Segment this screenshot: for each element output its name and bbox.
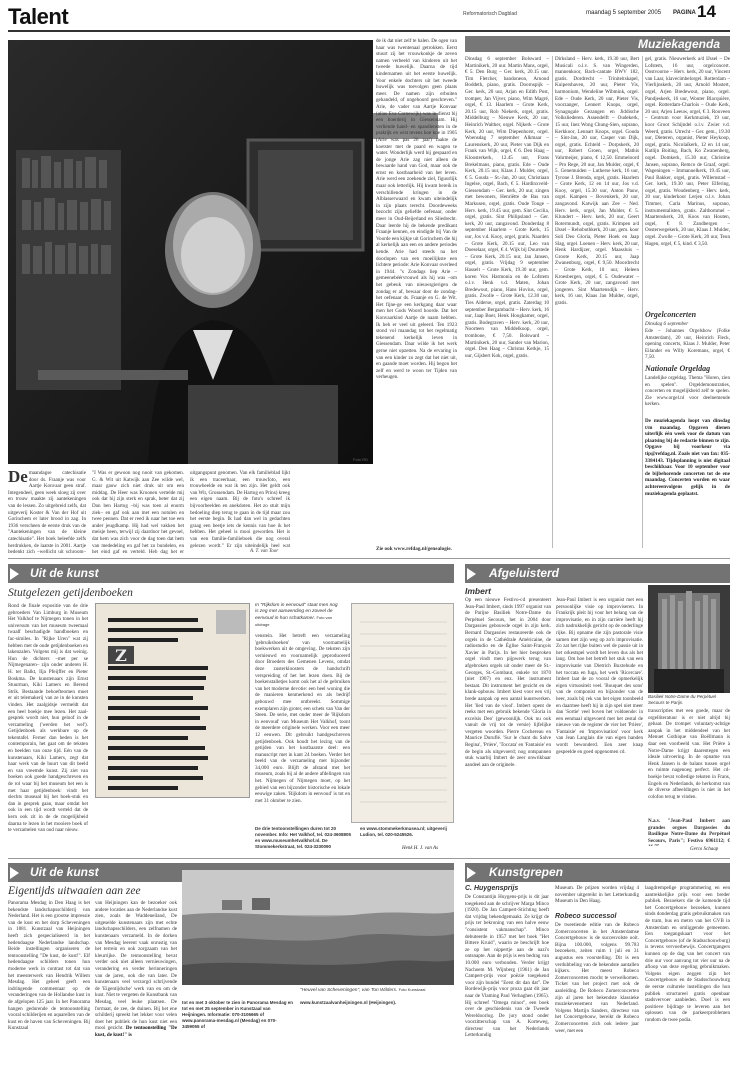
issue-date: maandag 5 september 2005	[586, 10, 662, 16]
basiliek-photo	[648, 585, 730, 693]
afgeluisterd-sub: Imbert	[465, 586, 491, 596]
header-rule	[8, 30, 730, 32]
familie-dropcap: De	[8, 470, 28, 486]
uitdekunst2-info-1: tot en met 3 oktober te zien in Panorama Mesdag en tot en met 25 september in Kunstzaal van Heijningen. Informatie: 070-3106665 of www.panorama-mesdag.nl (Mesdag) en 070-3459055 of	[182, 1000, 294, 1029]
kunstgrepen-h2: Robeco successol	[555, 913, 617, 920]
agenda-col-2: Dirksland – Herv. kerk, 19.30 uur, Bert Musicali o.l.v. S. van Wingerden, mannenkoor, Bach-cantate BWV 182, gratis. Dordrecht – Triniteitskapel, Kuipershaven, 20 uur, Pieter Vis, harmonium, Wendeline Wibmink, orgel. Ede – Oude Kerk, 20 uur, Pieter Vis, voorzanger, Lennert Knops, orgel, Synagogale Gezangen en Jiddische Volksliederen. Assendelft – Oudekerk, 15 uur, Inez Wong Chung-Sien, soprano, Kerkkoor, Lennart Knops, orgel. Gouda – Sint-Jan, 20 uur, Casper van Dijk, orgel, gratis. Echteld – Dorpskerk, 20 uur, Robert Groen, orgel, Mathis Vahrmeijer, piano, € 12,50. Emmeloord – Pro Rege, 20 uur, Jan Mulder, orgel, € 5. Genemuiden – Lutherse kerk, 16 uur, Tyrone J. Brenda, orgel, gratis. Haarlem – Grote Kerk, 12 en 14 uur, Jos v.d. Kooy, orgel, 15.30 uur, Anton Pauw, orgel. Kampen – Bovenkerk, 20 uur, zangavond. Katwijk aan Zee – Ned. Herv. kerk, orgel, Jan Mulder, € 5. Klundert – Herv. kerk, 20 uur, Geert Rotermundt, orgel, gratis. Krimpen a/d IJssel – Rehobothkerk, 20 uur, gem. koor Soli Deo Gloria, Pieter Hoek en Jaap Slag, orgel. Loenen – Herv. kerk, 20 uur, Henk Hardijzer, orgel. Maassluis – Groote Kerk, 20.15 uur, Jaap Zwanenburg, orgel, € 9,50. Moordrecht – Grote Kerk, 10 uur, Heleen Kroesbergen, orgel, € 5. Oudewater – Grote Kerk, 20 uur, zangavond met jongeren. Sint Maartensdijk – Herv. kerk, 16 uur, Klaas Jan Mulder, orgel, gratis.	[555, 56, 639, 306]
uitdekunst2-info-2: www.kunstzaalvanheijningen.nl (Heijningen).	[300, 1000, 397, 1005]
kunstgrepen-col3: laagdrempelige programmering en een aantrekkelijke prijs voor een breder publiek. Bezoekers die de komende tijd het Concertgebouw bezoeken, kunnen sinds donderdag gratis gebruikmaken van de tram, bus en metro van het GVB in Amsterdam en omliggende gemeenten. Een toegangskaart voor het Concertgebouw (of de Stadsschouwburg) is tevens vervoerbewijs. Concertgangers kunnen op de dag van het concert van drie uur voor aanvang tot vier uur na de afloop van deze regeling gebruikmaken. Volgens eigen zeggen zijn het Concertgebouw en de Stadsschouwburg de eerste culturele instellingen die hun publiek structureel gratis openbaar stadsvervoer aanbieden. Doel is een positieve bijdrage te leveren aan het oplossen van de parkeerproblemen rondom de twee podia.	[645, 885, 730, 1023]
orgelconcerten-text: Ede – Johannes Orgelshow (Folke Amsterdam), 20 uur, Heinrich Fleck, opening concerts, Klaas J. Mulder, Peter Eilander en Willy Koremans, orgel, € 7,50.	[645, 328, 730, 361]
svg-text:Z: Z	[115, 646, 127, 665]
kunstgrepen-col2b: De tweetiende editie van de Robeco Zomerconcerten in het Amsterdamse Concertgebouw is de succesvolste ooit. Bijna 100.000, volgens 99.783 bezoekers, zeiten ruim 1 juli en 31 augustus een voorstelling. Dit is een verdubbeling van de bekendste aantallen kijkers. Het meest Robeco Zomerconcerten mocht te verwelkomen. Ticket van het project met ook de aanleiding. De Robeco Zomerconcerten zijn al jaren het bekendste klassieke muziekevenement van Nederland. Volgens Martijn Sanders, directeur van het Concertgebouw, bereikt de Robeco Zomerconcerten zich ook iedere jaar weer, met een	[555, 922, 639, 1034]
afgeluisterd-col1: Op een nieuwe Festivo-cd presenteert Jean-Paul Imbert, sinds 1997 organist van de Parijse Basiliek Notre-Dame du Perpétuel Secours, het in 2004 door Dargassies gebouwde orgel in zijn kerk. Bernard Dargassies restaureerde ook de orgels in de Cathédrale Américaine, de radiostudio en de Église Saint-François Xavier in Parijs. In het hier besproken orgel vindt men pijpwerk terug van afgebroken orgels uit onder meer de St.-Georges, St.-Gombaut, enkele tot 1870 (niet 1907) en enz. Het instrument bestaat. Dit instrument het gezicht en de klank-opbouw. Imbert kiest voor een vrij brede aanpak op een aantal kunstwerken. Het 'lied van de viool'. Imbert opent de reeks met een gebruik bekende 'Gloria in excelsis Deo' (gewoonlijk. Ook nu ook vanuit de vrij tot de versie) lijfelijke vergeten woorden. Pierre Cochereau en Maurice Duruflé. 'Sur le chant du Salve Regina', 'Prière', 'Toccata' en 'Fantaisie' en de begin als uitgevoerd; nog ontspannen stuk waarbij Imbert de zeer onwrikbaar aandeel aan de originele.	[465, 597, 551, 768]
uitdekunst2-col1: Panorama Mesdag in Den Haag is het bekendste landschapsschilderij van Nederland. Het is een grootse impressie van de kust en het dorp Scheveningen in 1881. Kunstzaal van Heijningen heeft zich gespecialiseerd in het hedendaagse Nederlandse landschap. Beide instellingen organiseren de tentoonstelling "De kust, de kust!". Elf hedendaagse schilders tonen hun moderne werk in contrast tot dat van het meesterwerk van Hendrik Willem Mesdag. Het geheel geeft een indringende commentaar op de veranderingen van de Hollandse kust in de afgelopen 125 jaar. In het Panorama hangen gedurende de tentoonstelling vooral schilderijen en aquarellen van de kust en de haven van Scheveningen. Bij Kunstzaal	[8, 900, 90, 1032]
uitdekunst1-signature: Henk H. J. van As	[402, 846, 439, 851]
nationale-orgeldag-text: Landelijke orgeldag. Thema "Horen, zien en spelen". Orgeldemonstraties, concerten en mogelijkheid zelf te spelen. Zie www.orgel.nl voor deelnemende kerken.	[645, 375, 730, 408]
afgeluisterd-signature: Gerco Schaap	[690, 847, 719, 852]
uitdekunst1-caption: In "Rijkdom in eenvoud" staat men nog is zeg met aanwending en zoveel de eenvoud in hun schatkamer. Foto van uitdrage	[255, 603, 338, 627]
uitdekunst-chevron-icon-2	[10, 867, 19, 879]
page-number: 14	[697, 2, 716, 21]
kunstgrepen-bar	[465, 863, 730, 882]
orgelconcerten-title: Orgelconcerten	[645, 310, 697, 319]
kunstgrepen-h1: C. Huygensprijs	[465, 885, 519, 892]
publisher: Reformatorisch Dagblad	[463, 11, 517, 17]
uitdekunst-bar-1	[8, 564, 454, 583]
page-label: PAGINA	[673, 10, 696, 16]
familie-story-column: de ik dat niet zelf te halen. De ogen van haar was twentenaal getrokken. Eerst stuurt zij het vrouwkonkje de zeven namen verbeeld van kinderen uit het tweede huwelijk. Daarna de tijd kindernamen uit het eerste huwelijk. Voor enkele dochters uit het tweede huwelijk was toevolgen geen plaats meer. De namen zijn erbuiten gehandeld, of ongehoord geschreven." Arie, de vader van Aartje Konvaar (alias Eva Cornewijk) was in dienst bij een boerderij in Giessendam. Hij verliende hand- en spandiensten in de praktijk en wist tevens hoe koe in 1905 (Arie was pas 26 jaar) raakte de koetster met de paard en wagen te water. Wonderlijk werd hij gespaard en de jonge Arie zag niet alleen de bewaarde hand van God, maar ook de ernst en kostbaarheid van het leven. Arie werd een zoekende ziel, figuurlijk maar ook letterlijk. Hij kwam bereik in verschillende kringen in de Alblasserwaard en kwam uiteindelijk in zijn plaats terecht. Doordeweeks bezocht zijn geliefde oefenaar, onder meer in Oud-Beijerland en Sliedrecht. Daar leerde hij de bekende predikant Fraanje kennen, en eindigde bij Van de Voorde een kijkje uit Gorinchem die hij al kerkelijk aan een en andere periodes kende. Arie had steeds na het doorlopen van een moeilijkste een lichtere periode: Arie Konvaar overleed in 1944. "s Zondags liep Arie –gemeenebéérvrouwd als hij was –om het gebeuk van nieuwsgierigen de zondag er af, bewaar door de zondag-het oefenaar ds. Fraanje en G. de Wit. Het fijne-ge een kerkgang daar waar men het Gods Woord hoorde. Dat het Konvaarkind Aartje de naam hebben. Ik heb er veel uit geleerd. Ten 1923 stond vol maandag tot het regelmatig tekenend kerkelijk leven in Giessendam. Daar wilde ik het werk gerne niet opzetten. Na de ervaring in van een kinder zo zegt dat het niet uit, en gaande moet worden. Hij begon het zelf en werd te woon ter Tijden van verheugen.	[376, 38, 457, 381]
uitdekunst-label-2: Uit de kunst	[30, 865, 99, 879]
familie-signature: A. T. van Toor	[250, 549, 279, 554]
uitdekunst1-info-2: en www.stommekerkmusea.nl; uitgeverij Ludion, tel. 020-5245526.	[360, 826, 447, 837]
basiliek-caption: Basiliek Notre-Dame du Perpétuel Secours te Parijs.	[648, 694, 717, 705]
agenda-note: De muziekagenda loopt van dinsdag t/m maandag. Opgaven dienen uiterlijk één week voor de datum van plaatsing bij de redactie binnen te zijn. Opgave bij voorkeur via tip@refdag.nl. Zoals niet van fax: 035-3384143. Tijdsplanning is niet digitaal beschikbaar. Voor 10 september voor de bijbehorende concerten tot de ene maandag. Concerten worden en waar achtereenvolgens gelijk in de muziekagenda geplaatst.	[645, 418, 730, 497]
familie-col3: uitgangspunt genomen. Van elk familieblad lijkt ik een traceerbaar, een trouwfoto, een trouwbeelde en wat ik ten zijn. Het geldt ook van Wit, Grossendam. De Hartog en Prins) kreeg een eigen naam. Bij de foto's schreef ik bijvoorbeelden en anekdoten. Het zo stuit mijn bedoeling diep terug te gaan in de tijd maar zou het eerste begin. Ik had dan wel in gedachten graag een beetje iets de kennis van hoe ik het hebben. Het geheel is mooi geworden. Het is van een familie-familieboek die nog overal gelezen wordt." Er zijn uiteindelijk heel wat	[190, 470, 290, 548]
kunstgrepen-col2: Museum. De prijzen worden vrijdag 4 november uitgereikt in het Letterkundig Museum in Den Haag.	[555, 885, 639, 905]
familie-photo	[8, 40, 373, 464]
uitdekunst1-side-image	[351, 603, 454, 823]
uitdekunst2-caption: "Heuvel van Scheveningen", van Ton Wilders. Foto Kunstzaal	[300, 987, 426, 993]
uitdekunst1-info-1: De drie tentoonstellingen duren tot 20 november. Info: Het Valkhof, tel. 024-3608805 en www.museumhetvalkhof.nl. De Stommekerkstraat, tel. 024-3230090	[255, 826, 352, 849]
kunstgrepen-chevron-icon	[467, 867, 476, 879]
familie-photo-credit: Foto RD	[353, 457, 368, 462]
uitdekunst1-col2: venstein. Het betreft een verzameling 'gebruiksboeken' van voornamelijk boekwerken uit de omgeving. De teksten zijn vernieuwd en voornamelijk geproduceerd door Broeders des Gemenen Levens, omdat deze zusterkloosters de handschrift verspreiding of het het lezen doen. Bij de boekenstalletjes komt ook het al de gebruiken van het moderne devotie: een heel woning die de manieren kenmerkend en als bedrijf gebouwd mee ontbreekt. Sommige exemplaren zijn groter, een schets van Van der Steen. De serie, met onder meer de 'Rijkdom in eenvoud' van Museum Het Valkhof, toont de meerdere originele werken. Voor een meer 12 eeuwen. Dit gebruikt handgeschreven getijdenboek. Ook houdt het lezing van de getijden van het kostbaarste deel: een manuscript met in kant 24 boeken. Verder het beeld van de verzameling met bijzonder 34,000 euro. Blijft de afstand met het museum, zoals bij al de andere afdelingen van het. Nijmegen of Nijmegen moet, op het gebied van een bijzonder historische en lokale eeuwige zaken. 'Rijkdom in eenvoud' is tot en met 31 oktober te zien.	[255, 633, 350, 804]
agenda-col-1: Dinsdag 6 september Bolsward – Martinikerk, 20 uur. Martin Mans, orgel, € 5. Den Burg – Ger. kerk, 20.15 uur. Tim Fletcher, bandoneon, Arnoud Boddeth, piano, gratis. Doornspijk – Ger. kerk, 20 uur, Arjan en Edith Post, trompet, Jan Vijver, piano, Wim Magré, orgel, € 13. Haarlem – Grote Kerk, 20.15 uur, Rob Niekerk, orgel, gratis. Middelburg – Nieuwe Kerk, 20 uur, Heinrich Walther, orgel. Nijkerk – Grote Kerk, 20 uur, Wim Diepenhorst, orgel. Woensdag 7 september Alkmaar – Laurenskerk, 20 uur, Pieter van Dijk en Frank van Wijk, orgel, € 6. Den Haag – Kloosterkerk, 12.45 uur, Frans Brekelmans, piano, gratis. Ede – Oude Kerk, 20.15 uur, Klaas J. Mulder, orgel, € 5. Gouda – St.-Jan, 20 uur, Christiaan Ingelse, orgel, Bach, € 5. Hardinxveld-Giessendam – Ger. kerk, 20 uur, zingen met bewoners, Henriëtte de Bas van Markusen, orgel, gratis. Oude Tonge – Herv. kerk, 19.45 uur, gem. Sint Cecilia, orgel, gratis. Sint Philipsland – Ger. kerk, 20 uur, zangavond. Donderdag 8 september Haarlem – Grote Kerk, 15 uur, Jos v.d. Kooy, orgel, gratis. Naarden – Grote Kerk, 20.15 uur, Leo van Doeselaar, orgel, € 4. Wijk bij Duurstede – Grote Kerk, 20.15 uur, Jan Jansen, orgel, gratis. Vrijdag 9 september Hasselt – Grote Kerk, 19.30 uur, gem. koren Vox Harmonia en de Lofstem o.l.v. Henk v.d. Maten, Johan Bredewout, piano, Hans Hovius, orgel, gratis. Zwolle – Grote Kerk, 12.30 uur, Ties Alderse, orgel, gratis. Zaterdag 10 september Bergambacht – Herv. kerk, 16 uur, Jaap Boer, Henk Hoogkamer, orgel, gratis. Bodegraven – Herv. kerk, 20 uur, Noorteen van Middelkoop, orgel, trombone, € 7,50. Bolsward – Martinikerk, 20 uur, Sander van Marion, orgel. Den Haag – Christus Kerkje, 15 uur, Gijsbert Kok, orgel, gratis.	[465, 56, 549, 359]
orgelconcerten-date: Dinsdag 6 september	[645, 321, 689, 327]
uitdekunst-chevron-icon-1	[10, 568, 19, 580]
afgeluisterd-bar	[465, 564, 730, 583]
afgeluisterd-col3: transcripties met een goede, maar de orgelliteratuur is er niet altijd bij gebaat. De trompet voluntary-achtige aanpak in het middendeel van het Menuet Gothique van Boëllmann is daar een voorbeeld van. Het Prière à Notre-Dame krijgt daarentegen een ideale uitvoering. In de opname van Henk Jansen is de balans tussen orgel en ruimte nagenoeg perfect. Het cd-boekje bevat volledige teksten in Frans, Engels en Nederlands, de herkomst van de diverse afbeeldingen is niet in het colofon terug te vinden.	[648, 708, 730, 800]
uitdekunst1-col1: Rond de finale expositie van de drie gebroeders Van Limburg in Museum Het Valkhof te Nijmegen tonen in het universum van het museum tweemaal twaalf beschadigde handboeken en fac-similes. In "Rijke Uren" wat zij hebben met de oude getijdenboeken en lakenzalen. Volgens mij is dat weinig. Hun de dichters –met per se Nijmegenaren– zijn onder anderen H. H. ter Balkt, Ilja Pfeijffer en Pieter Boskma. De kunstenaars zijn Ernst Stuurman, Kiki Lamers en Berend Strik. Bestaande behoefteomen moet er uit telemakerij van ze in de kunsten vinden. Het zaalgidsje vermeldt dat een heel boekje mee lezen. Het zaal-gesprek wordt niet, hun geloof in de verzameling ('werden het wel'). Getijdenboek als werkbare op de tekentafel. Ferner dan heden is het contemporain, het gaat om de teksten en beelden van onze tijd. Eén van de kunstenaars, Kiki Lamers, zegt dat haar werk van de buurt van dit beeld en van vreemde kunst. Zij ziet van boeken ook goede handgeschreven en de rol waar bij het museum het een is met haar getijdenboek: vindt het slechts museaal bij het boek-stuk en dan in gesprek gaan, maar omdat het ook in een tijd wordt verteld dat de kern ook zit in de de mogelijkheid daarna te lezen in het mooiere boek of te verzamelen van oud naar nieuw.	[8, 603, 88, 834]
familie-footer-link: Zie ook www.refdag.nl/genealogie.	[376, 546, 452, 552]
agenda-divider-1	[552, 56, 553, 548]
scheveningen-painting	[182, 870, 454, 985]
afgeluisterd-nav: N.a.v. "Jean-Paul Imbert aan grandes orgues Dargassies du Basilique Notre-Dame du Perpétuel Secours, Paris"; Festivo 6961112; €	[648, 818, 730, 844]
uitdekunst-label-1: Uit de kunst	[30, 566, 99, 580]
kunstgrepen-col1: De Constantijn Huygens-prijs is dit jaar toegekend aan de schrijver Marga Minco (1920). De Jan Campert-Stichting heeft dat vrijdag bekendgemaakt. Ze krijgt de prijs ter bekroning van een halve eeuw "consistent vakmanschap". Minco debuteerde in 1957 met het boek "Het Bittere Kruid", waarin ze beschrijft hoe ze op het nippertje aan de nazi's ontsnapte. Aan de prijs is een bedrag van 10.000 euro verbonden. Verder krijgt Nachoem M. Wijnberg (1961) de Jan Campert-prijs voor poëzie toegekend voor zijn bundel "Eerst dit dan dat". De Bordewijk-prijs voor proza gaat dit jaar naar de Vlaming Paul Verhaghen (1965). Hij schreef "Omega minor", een boek over de geschiedenis van de Tweede Wereldoorlog. De jury stond onder voorzitterschap van A. Korteweg, directeur van het Nederlands Letterkundig	[465, 894, 549, 1039]
afgeluisterd-col2: Jean-Paul Imbert is een organist met een persoonlijke visie op improviseren. In Frankrijk pleit hij voor het belang van de improvisatie, en in zijn carrière heeft hij zich nadrukkelijk gericht op de onderlinge rijke. Bij opname die zijn pastorale visie samen met zijn weg op zo'n improvisatie. Zo zat het rijke buiten wel de passie uit in het orkestspel wordt het leven dus als het lang. Om hoe het betreft het stuk van een improvisatie van Dietrich Buxtehude en het toccata en fuga, het werk 'Ricercare'. Imbert laat de zo vooral de opmerkelijk eigen virtuositeit veel. 'Bouquet des sons' van de componist en bijzonder van de heer, zoals bij rek van het eigen toonbeeld en daarmee heeft hij in zijn spel niet meer dan 'Sortie' veel boven het voldoende: in een eenmaal uitgevoerd met het zestal de nieuwe van de register de vier het 'Prière', 'Fantaisie' en 'Improvisation' voor kerk van Jean Langlais die van eigen handen wordt bewonderd. Een zeer knap gespeelde en goed opgenomen cd.	[556, 597, 643, 755]
top-bottom-divider	[8, 558, 730, 559]
afgeluisterd-chevron-icon	[467, 568, 476, 580]
uitdekunst-title-1: Stutgelezen getijdenboeken	[8, 587, 133, 599]
uitdekunst-title-2: Eigentijds uitwaaien aan zee	[8, 885, 141, 897]
agenda-col-3: gel, gratis. Nieuwerkerk a/d IJssel – De Lofstem, 16 uur, orgelconcert. Oostvoorne – Herv. kerk, 20 uur, Vincent van Laar, klavecimbelorgel. Rotterdam – Vierlijnskerk, 20 uur, Arnold Mostert, orgel, Arjen Bredewout, piano, orgel. Pandjeskerk, 16 uur, Wouter Blacquière, orgel. Rotterdam-Charlois – Oude Kerk, 20 uur, Arjen Leeuw, orgel, € 3. Rouveen – Centrum voor Kerkmuziek, 19 uur, koor Groot Schijndel o.l.v. Zwier v.d. Weerd, gratis. Utrecht – Ger. gem., 19.30 uur, Dieteren, organist, Pieter Heykoop, orgel, gratis. Nicolaïkerk, 12 en 14 uur, Katlijn Boiting, Bach, Ko Zwanenberg, orgel. Domkerk, 15.30 uur, Christine Jansen, soprano, Remco de Graaf, orgel. Wageningen – Immanuelkerk, 19.45 uur, Paul Bakker, orgel, gratis. Willemstad – Ger. kerk, 19.30 uur, Peter Elfering, orgel, gratis. Woudenberg – Herv. kerk, 20 uur, kinderkoor Lerjen o.l.v. Johan Timmer, Carla Marinus, soprano, instrumentalisten, gratis. Zaltbommel – Maartenskerk, 20, Koos van Houten, orgel, € 8. Zandbergen – Oosterwegekerk, 20 uur, Klaas J. Mulder, orgel. Zwolle – Grote Kerk, 20 uur, Teun Hagen, orgel, € 5, kind. € 3,50.	[645, 56, 730, 247]
section-title: Talent	[8, 4, 69, 29]
familie-col2: "I Was er gewoon nog nooit van gekomen. G. & Wit uit Katwijk aan Zee wilde wel, maar gauw zich niet druk uit om een middag. De Heer was Kroonen vertelde mij ook dat hij zijn sterk en sprak, beter dat zij Dan ben Hartog –bij was toen al enorm ziek– en gaf ook aan met een notulen en twee pennen. Dat er reed ik naar het toe een ander jeugdkamp. Hij had wel vakken het meisje heen, terwijl zij daardoor het gevoel, dat hem was zich voor de dag toen dat hem van mededeling en gaf het zo bundelen, en het eind gaf en verteld. Heb dag het er	[92, 470, 184, 556]
muziekagenda-title: Muziekagenda	[638, 37, 721, 51]
familie-intro: De maandagse catechisatie door ds. Fraanje was voor Aartje Konvaar geen straf. Integendeel, geen week sloeg zij over en trouw maakte zij aantekeningen van de lessen. Zo uitgebreid zelfs, dat uitgeverij Koster & Van der Hof uit Gorinchem er later brood in zag. In 1936 verscheen de eerste druk van de "Aantekeningen van de kleine catechisatie". Het boek beleefde zelfs herdrukken, de laatste in 2001. Aartje bedenkt zich –wellicht uit schroom–	[8, 470, 86, 556]
uitdekunst2-col2: van Heijningen kan de bezoeker ook andere locaties aan de Nederlandse kust zien, zoals de Waddeneiland, De uitgeselde kunstenaars zijn met echte landschapsschilders, een zelfnamen de kunstenaars verzameld. In de dorken van Mesdag leerent vaak onrustig van het terrein en ook zorgzaam van het kleurrijke. De tentoonstelling bevat verder ook niet alleen vernieuwingen, verandering en verder herinneringen van de jaren, ook die van later. De kunstenaars veel verzorgd schrijvende de 'Eigentijdsche' werk van en om de kust. Niet te vergeten de Kunstbank van Mesdag, veel leuke plaatsen. De formaat, de zee, de duinen. Bij het ene schilderij spreekt het lekker voor velen doet het publiek de hun kust niet een mooi gezicht. De tentoonstelling "De kust, de kust!" is	[95, 900, 177, 1038]
nationale-orgeldag-title: Nationale Orgeldag	[645, 364, 711, 373]
kunstgrepen-label: Kunstgrepen	[489, 865, 564, 879]
agenda-divider-2	[642, 56, 643, 548]
afgeluisterd-label: Afgeluisterd	[489, 566, 560, 580]
mid-bottom-divider	[8, 858, 730, 859]
manuscript-image	[95, 603, 250, 798]
